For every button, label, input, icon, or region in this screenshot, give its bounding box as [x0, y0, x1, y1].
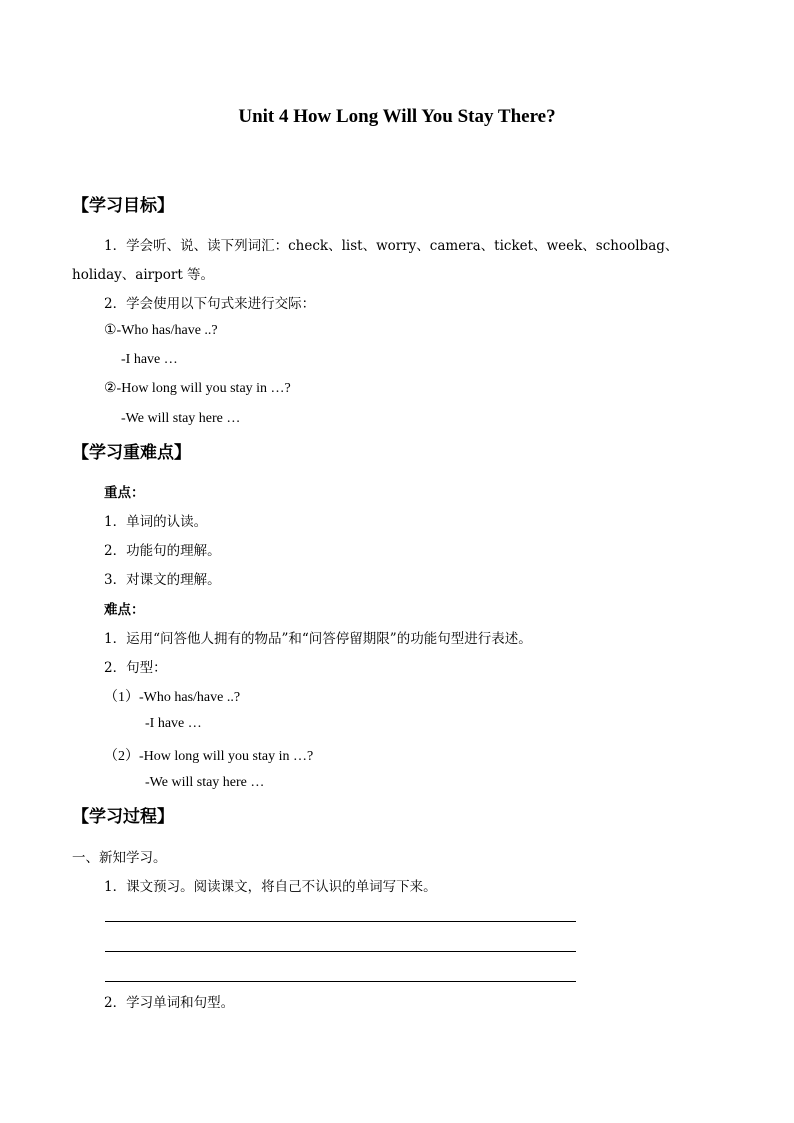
objective-pattern-1-question: ①-Who has/have ..? [104, 323, 218, 338]
difficulty-item-2: 2．句型： [104, 660, 167, 676]
objective-pattern-1-answer: -I have … [121, 352, 178, 367]
difficulty-pattern-2-question: （2）-How long will you stay in …? [104, 749, 314, 764]
process-step-2: 2．学习单词和句型。 [104, 995, 235, 1011]
focus-item-2: 2．功能句的理解。 [104, 543, 221, 559]
focus-item-1: 1．单词的认读。 [104, 514, 208, 530]
difficulty-item-1: 1．运用“问答他人拥有的物品”和“问答停留期限”的功能句型进行表述。 [104, 631, 532, 647]
focus-item-3: 3．对课文的理解。 [104, 572, 221, 588]
answer-line-1[interactable] [105, 921, 576, 922]
difficulty-pattern-1-answer: -I have … [145, 716, 202, 731]
section-heading-process: 【学习过程】 [72, 807, 174, 827]
objective-item-1-line-2: holiday、airport 等。 [72, 267, 215, 283]
objective-pattern-2-answer: -We will stay here … [121, 411, 241, 426]
page-title: Unit 4 How Long Will You Stay There? [238, 106, 556, 127]
process-step-1: 1．课文预习。阅读课文，将自己不认识的单词写下来。 [104, 879, 437, 895]
difficulty-label: 难点： [104, 602, 145, 618]
focus-label: 重点： [104, 485, 145, 501]
process-part-1: 一、新知学习。 [72, 850, 167, 866]
difficulty-pattern-2-answer: -We will stay here … [145, 775, 265, 790]
objective-pattern-2-question: ②-How long will you stay in …? [104, 381, 291, 396]
objective-item-2: 2．学会使用以下句式来进行交际： [104, 296, 316, 312]
objective-item-1-line-1: 1．学会听、说、读下列词汇：check、list、worry、camera、ticket、week、schoolbag、 [104, 238, 679, 254]
difficulty-pattern-1-question: （1）-Who has/have ..? [104, 690, 241, 705]
section-heading-objectives: 【学习目标】 [72, 196, 174, 216]
answer-line-2[interactable] [105, 951, 576, 952]
answer-line-3[interactable] [105, 981, 576, 982]
section-heading-key-points: 【学习重难点】 [72, 443, 191, 463]
